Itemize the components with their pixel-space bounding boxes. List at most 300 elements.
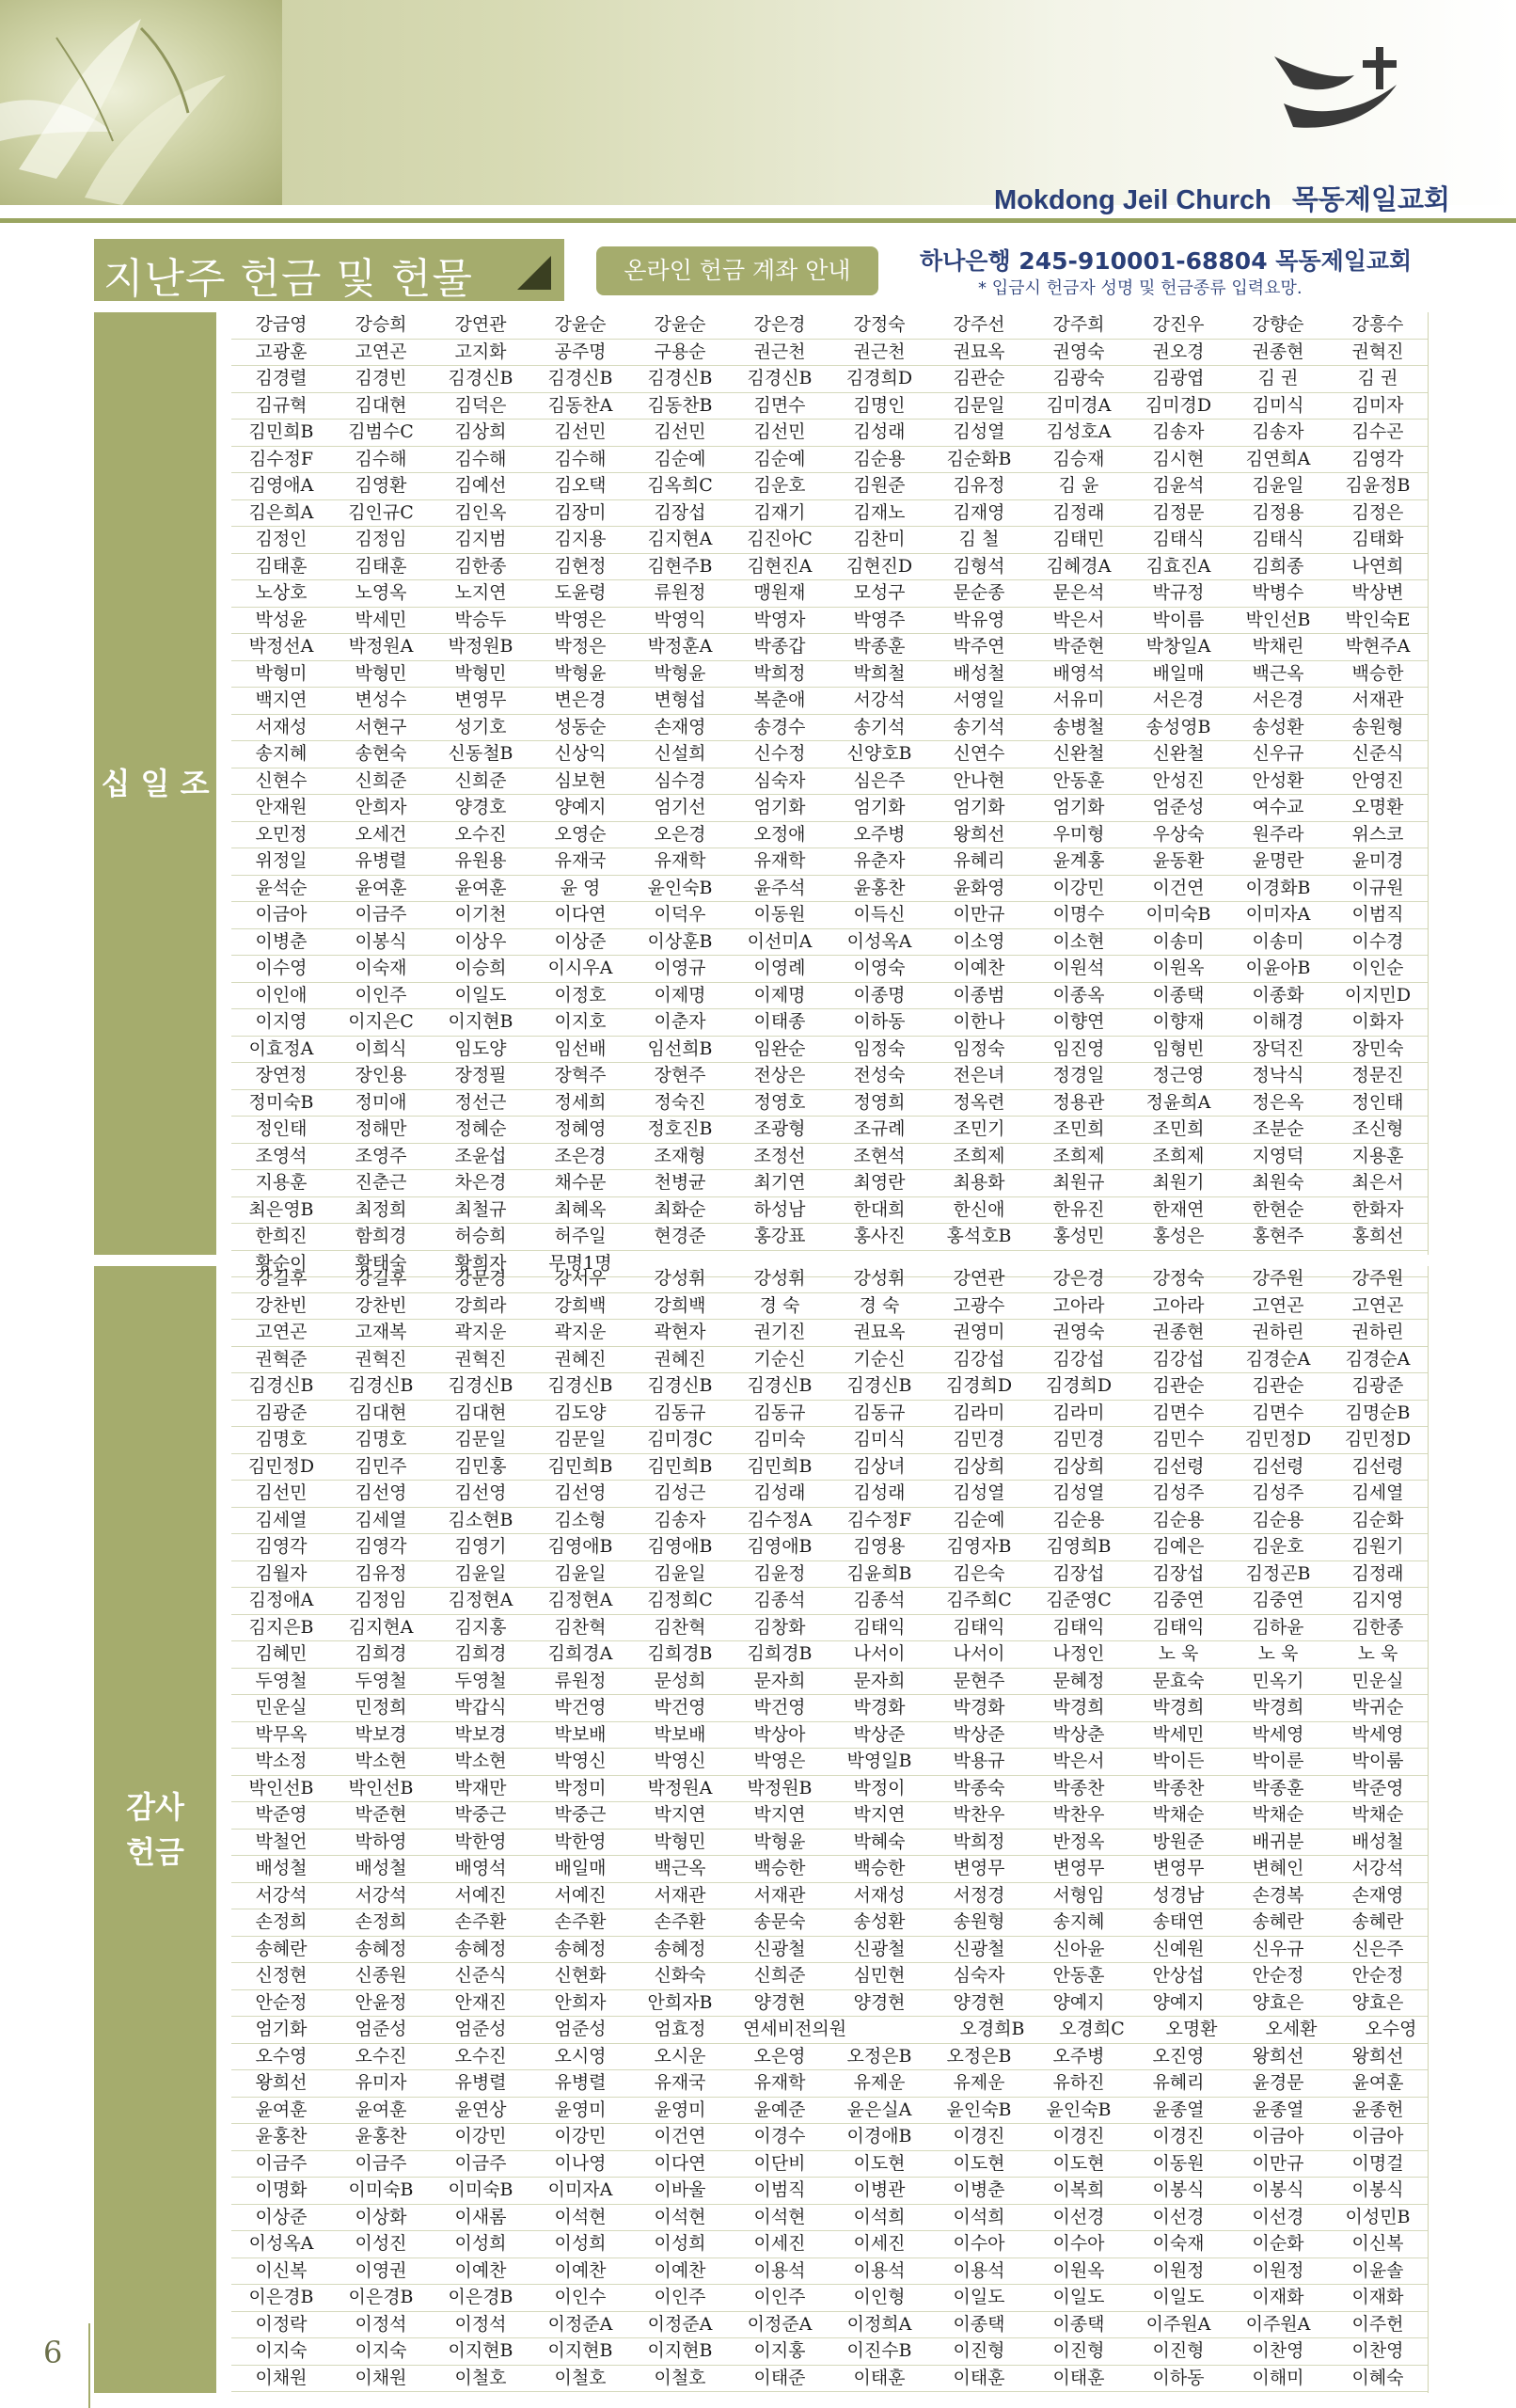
donor-name: 김한종 — [1351, 1616, 1404, 1638]
donor-name: 김순용 — [1052, 1509, 1105, 1530]
donor-name: 조민기 — [953, 1118, 1005, 1139]
donor-name: 박건영 — [654, 1697, 706, 1718]
donor-name: 엄준성 — [554, 2019, 607, 2039]
donor-name: 송문숙 — [753, 1911, 806, 1932]
donor-name: 윤종헌 — [1351, 2099, 1404, 2120]
donor-name: 송혜정 — [554, 1938, 607, 1959]
donor-name: 김순예 — [953, 1509, 1005, 1530]
donor-name: 이하동 — [1152, 2367, 1205, 2388]
donor-name: 박준현 — [355, 1804, 407, 1825]
donor-name: 신수정 — [753, 743, 806, 764]
donor-name: 김효진A — [1145, 555, 1211, 577]
name-row — [231, 2017, 1428, 2044]
donor-name: 박주연 — [953, 636, 1005, 657]
church-name — [994, 179, 1450, 217]
name-row — [231, 1937, 1428, 1964]
donor-name: 김상희 — [953, 1455, 1005, 1477]
donor-name: 김영애A — [248, 475, 314, 496]
donor-name: 양예지 — [1152, 1991, 1205, 2013]
donor-name: 이수영 — [255, 958, 308, 978]
donor-name: 김영용 — [853, 1536, 906, 1557]
donor-name: 김은숙 — [953, 1562, 1005, 1584]
donor-name: 오정은B — [846, 2045, 912, 2067]
donor-name: 심민현 — [853, 1965, 906, 1986]
donor-name: 김성열 — [1052, 1482, 1105, 1503]
donor-name: 박경화 — [953, 1697, 1005, 1718]
name-row — [231, 1454, 1428, 1481]
donor-name: 오수진 — [355, 2045, 407, 2067]
donor-name: 이용석 — [953, 2259, 1005, 2281]
donor-name: 이진형 — [1052, 2340, 1105, 2361]
donor-name: 전성숙 — [853, 1065, 906, 1085]
name-row — [231, 1534, 1428, 1561]
name-row — [231, 473, 1428, 500]
donor-name: 김민정D — [247, 1455, 315, 1477]
donor-name: 이정희A — [846, 2313, 912, 2335]
donor-name: 손정희 — [255, 1911, 308, 1932]
donor-name: 이지호 — [554, 1011, 607, 1032]
donor-name: 이미숙B — [348, 2179, 414, 2200]
donor-name: 김현진D — [845, 555, 913, 577]
donor-name: 김상녀 — [853, 1455, 906, 1477]
donor-name: 윤영미 — [654, 2099, 706, 2120]
donor-name: 이지영 — [255, 1011, 308, 1032]
donor-name: 이금주 — [454, 2152, 507, 2174]
donor-name: 이강민 — [1052, 877, 1105, 898]
name-row — [231, 1224, 1428, 1251]
donor-name: 신정현 — [255, 1965, 308, 1986]
donor-name: 이찬영 — [1351, 2340, 1404, 2361]
donor-name: 강찬빈 — [355, 1294, 407, 1316]
donor-name: 임정숙 — [853, 1038, 906, 1059]
donor-name: 이춘자 — [654, 1011, 706, 1032]
donor-name: 이선경 — [1252, 2206, 1304, 2227]
donor-name: 지용훈 — [1351, 1145, 1404, 1166]
donor-name: 김주희C — [946, 1590, 1012, 1610]
donor-name: 박영일B — [846, 1751, 912, 1771]
donor-name: 송성환 — [853, 1911, 906, 1932]
name-row — [231, 608, 1428, 635]
donor-name: 이영례 — [753, 958, 806, 978]
donor-name: 박인선B — [248, 1777, 314, 1798]
donor-name: 오세환 — [1265, 2019, 1318, 2039]
donor-name: 오영순 — [554, 823, 607, 845]
donor-name: 강서우 — [554, 1268, 607, 1289]
donor-name: 김동규 — [753, 1402, 806, 1423]
donor-name: 김형석 — [953, 555, 1005, 577]
donor-name: 오진영 — [1152, 2045, 1205, 2067]
donor-name: 박준영 — [1351, 1777, 1404, 1798]
name-row — [231, 1427, 1428, 1454]
donor-name: 김수해 — [454, 448, 507, 469]
donor-name: 김윤일 — [1252, 475, 1304, 496]
donor-name: 박정은 — [554, 636, 607, 657]
donor-name: 이재화 — [1252, 2287, 1304, 2307]
lily-illustration — [0, 0, 282, 205]
donor-name: 강향순 — [1252, 314, 1304, 335]
donor-name: 최혜옥 — [554, 1198, 607, 1220]
donor-name: 문현주 — [953, 1670, 1005, 1691]
donor-name: 이명수 — [1052, 904, 1105, 925]
donor-name: 김원기 — [1351, 1536, 1404, 1557]
donor-name: 김명호 — [355, 1429, 407, 1450]
donor-name: 김경신B — [747, 1375, 813, 1396]
donor-name: 최원기 — [1152, 1172, 1205, 1193]
page-number: 6 — [43, 2335, 63, 2370]
donor-name: 신광철 — [753, 1938, 806, 1959]
donor-name: 박성윤 — [255, 609, 308, 630]
donor-name: 정은옥 — [1252, 1091, 1304, 1113]
donor-name: 곽지운 — [454, 1322, 507, 1342]
donor-name: 권혜진 — [554, 1348, 607, 1370]
donor-name: 송지혜 — [255, 743, 308, 764]
donor-name: 권혁진 — [355, 1348, 407, 1370]
donor-name: 이화자 — [1351, 1011, 1404, 1032]
donor-name: 오주병 — [1052, 2045, 1105, 2067]
donor-name: 양예지 — [554, 797, 607, 817]
donor-name: 강정숙 — [853, 314, 906, 335]
donor-name: 임도양 — [454, 1038, 507, 1059]
donor-name: 배일매 — [1152, 662, 1205, 684]
donor-name: 김대현 — [454, 1402, 507, 1423]
donor-name: 박병수 — [1252, 582, 1304, 603]
donor-name: 이향재 — [1152, 1011, 1205, 1032]
donor-name: 김정임 — [355, 529, 407, 549]
donor-name: 이다연 — [554, 904, 607, 925]
donor-name: 윤인숙B — [647, 877, 713, 898]
donor-name: 이정락 — [255, 2313, 308, 2335]
donor-name: 정혜순 — [454, 1118, 507, 1139]
donor-name: 김정문 — [1152, 501, 1205, 523]
donor-name: 김재기 — [753, 501, 806, 523]
donor-name: 이윤아B — [1245, 958, 1311, 978]
donor-name: 백근옥 — [654, 1858, 706, 1878]
donor-name: 유혜리 — [1152, 2072, 1205, 2093]
donor-name: 강희백 — [554, 1294, 607, 1316]
donor-name: 김선민 — [654, 421, 706, 442]
donor-name: 박희철 — [853, 662, 906, 684]
donor-name: 홍희선 — [1351, 1226, 1404, 1246]
donor-name: 송혜란 — [1351, 1911, 1404, 1932]
donor-name: 송성영B — [1145, 716, 1211, 737]
donor-name: 송경수 — [753, 716, 806, 737]
donor-name: 김경신B — [547, 1375, 613, 1396]
donor-name: 고광수 — [953, 1294, 1005, 1316]
donor-name: 송지혜 — [1052, 1911, 1105, 1932]
donor-name: 이원옥 — [1052, 2259, 1105, 2281]
donor-name: 김영각 — [1351, 448, 1404, 469]
donor-name: 오수영 — [255, 2045, 308, 2067]
name-row — [231, 1963, 1428, 1990]
name-row — [231, 2151, 1428, 2178]
name-row — [231, 768, 1428, 796]
donor-name: 김윤일 — [554, 1562, 607, 1584]
donor-name: 심숙자 — [953, 1965, 1005, 1986]
donor-name: 서강석 — [853, 689, 906, 710]
donor-name: 배귀분 — [1252, 1830, 1304, 1852]
donor-name: 이희식 — [355, 1038, 407, 1059]
donor-name: 변성수 — [355, 689, 407, 710]
donor-name: 이은경B — [448, 2287, 513, 2307]
donor-name: 문은석 — [1052, 582, 1105, 603]
donor-name: 박영신 — [654, 1751, 706, 1771]
name-row — [231, 312, 1428, 340]
donor-name: 이석희 — [853, 2206, 906, 2227]
donor-name: 황태숙 — [355, 1252, 407, 1274]
donor-name: 유제운 — [953, 2072, 1005, 2093]
donor-name: 이상준 — [554, 930, 607, 952]
donor-name: 이정준A — [547, 2313, 613, 2335]
donor-name: 조희제 — [953, 1145, 1005, 1166]
donor-name: 조영주 — [355, 1145, 407, 1166]
donor-name: 위정일 — [255, 850, 308, 871]
donor-name: 심은주 — [853, 769, 906, 791]
donor-name: 박창일A — [1145, 636, 1211, 657]
donor-name: 박정원A — [647, 1777, 713, 1798]
donor-name: 정윤희A — [1145, 1091, 1211, 1113]
donor-name: 이주원A — [1145, 2313, 1211, 2335]
donor-name: 김세열 — [355, 1509, 407, 1530]
donor-name: 양효은 — [1351, 1991, 1404, 2013]
header-divider — [0, 218, 1516, 223]
donor-name: 김 권 — [1357, 368, 1398, 388]
donor-name: 강주희 — [1052, 314, 1105, 335]
donor-name: 홍성은 — [1152, 1226, 1205, 1246]
donor-name: 김운호 — [1252, 1536, 1304, 1557]
donor-name: 양경현 — [853, 1991, 906, 2013]
donor-name: 박형윤 — [654, 662, 706, 684]
donor-name: 나정인 — [1052, 1643, 1105, 1664]
donor-name: 고지화 — [454, 341, 507, 362]
tithe-section-label: 십 일 조 — [101, 766, 210, 801]
donor-name: 윤홍찬 — [853, 877, 906, 898]
donor-name: 구용순 — [654, 341, 706, 362]
name-row — [231, 1856, 1428, 1883]
donor-name: 권영미 — [953, 1322, 1005, 1342]
donor-name: 이용석 — [753, 2259, 806, 2281]
donor-name: 이정석 — [454, 2313, 507, 2335]
donor-name: 이인주 — [753, 2287, 806, 2307]
donor-name: 황희자 — [454, 1252, 507, 1274]
name-row — [231, 822, 1428, 849]
donor-name: 서예진 — [454, 1884, 507, 1906]
donor-name: 이종범 — [953, 984, 1005, 1006]
donor-name: 이건연 — [654, 2126, 706, 2147]
donor-name: 양효은 — [1252, 1991, 1304, 2013]
donor-name: 장정필 — [454, 1065, 507, 1085]
donor-name: 김순화B — [946, 448, 1012, 469]
bank-account-info: 하나은행 245-910001-68804 목동제일교회 — [920, 247, 1413, 275]
donor-name: 김범수C — [348, 421, 414, 442]
donor-name: 신아윤 — [1052, 1938, 1105, 1959]
donor-name: 엄준성 — [1152, 797, 1205, 817]
donor-name: 이봉식 — [1351, 2179, 1404, 2200]
donor-name: 심보현 — [554, 769, 607, 791]
donor-name: 안동훈 — [1052, 1965, 1105, 1986]
donor-name: 나서이 — [853, 1643, 906, 1664]
donor-name: 엄기화 — [753, 797, 806, 817]
donor-name: 이지현B — [647, 2340, 713, 2361]
donor-name: 안성진 — [1152, 769, 1205, 791]
donor-name: 윤종열 — [1152, 2099, 1205, 2120]
name-row — [231, 1695, 1428, 1722]
donor-name: 김영각 — [255, 1536, 308, 1557]
donor-name: 김순예 — [654, 448, 706, 469]
donor-name: 이선경 — [1152, 2206, 1205, 2227]
donor-name: 박형윤 — [554, 662, 607, 684]
donor-name: 윤석순 — [255, 877, 308, 898]
donor-name: 김희경 — [355, 1643, 407, 1664]
donor-name: 이일도 — [454, 984, 507, 1006]
donor-name: 김라미 — [953, 1402, 1005, 1423]
donor-name: 안성환 — [1252, 769, 1304, 791]
donor-name: 이병춘 — [255, 930, 308, 952]
donor-name: 김광준 — [1351, 1375, 1404, 1396]
donor-name: 이철호 — [454, 2367, 507, 2388]
donor-name: 김지은B — [248, 1616, 314, 1638]
donor-name: 이지현B — [448, 2340, 513, 2361]
donor-name: 이은경B — [248, 2287, 314, 2307]
donor-name: 정혜영 — [554, 1118, 607, 1139]
name-row — [231, 902, 1428, 929]
donor-name: 유병렬 — [554, 2072, 607, 2093]
donor-name: 유재학 — [654, 850, 706, 871]
donor-name: 유원용 — [454, 850, 507, 871]
donor-name: 박규정 — [1152, 582, 1205, 603]
name-row — [231, 1037, 1428, 1064]
donor-name: 윤여훈 — [355, 2099, 407, 2120]
name-row — [231, 956, 1428, 983]
donor-name: 이미자A — [547, 2179, 613, 2200]
donor-name: 이태훈 — [853, 2367, 906, 2388]
donor-name: 이경진 — [1052, 2126, 1105, 2147]
donor-name: 김시현 — [1152, 448, 1205, 469]
donor-name: 이예찬 — [454, 2259, 507, 2281]
donor-name: 김윤정B — [1345, 475, 1411, 496]
donor-name: 송혜정 — [355, 1938, 407, 1959]
donor-name: 이태훈 — [953, 2367, 1005, 2388]
donor-name: 홍사진 — [853, 1226, 906, 1246]
donor-name: 박하영 — [355, 1830, 407, 1852]
donor-name: 방원준 — [1152, 1830, 1205, 1852]
name-row — [231, 1266, 1428, 1293]
name-row — [231, 876, 1428, 903]
title-corner-icon — [517, 256, 551, 290]
donor-name: 강진우 — [1152, 314, 1205, 335]
donor-name: 김태훈 — [355, 555, 407, 577]
donor-name: 김미식 — [853, 1429, 906, 1450]
donor-name: 안영진 — [1351, 769, 1404, 791]
donor-name: 무명1명 — [548, 1252, 612, 1274]
donor-name: 전은녀 — [953, 1065, 1005, 1085]
donor-name: 김관순 — [1152, 1375, 1205, 1396]
donor-name: 이복희 — [1052, 2179, 1105, 2200]
donor-name: 권묘옥 — [853, 1322, 906, 1342]
donor-name: 박경화 — [853, 1697, 906, 1718]
donor-name: 유병렬 — [355, 850, 407, 871]
donor-name: 모성구 — [853, 582, 906, 603]
donor-name: 곽현자 — [654, 1322, 706, 1342]
donor-name: 김영애B — [647, 1536, 713, 1557]
donor-name: 박채순 — [1351, 1804, 1404, 1825]
donor-name: 김순화 — [1351, 1509, 1404, 1530]
donor-name: 김선영 — [355, 1482, 407, 1503]
donor-name: 김라미 — [1052, 1402, 1105, 1423]
donor-name: 이선미A — [747, 930, 813, 952]
donor-name: 이진형 — [1152, 2340, 1205, 2361]
donor-name: 윤예준 — [753, 2099, 806, 2120]
donor-name: 이성희 — [654, 2233, 706, 2254]
donor-name: 고광훈 — [255, 341, 308, 362]
donor-name: 이은경B — [348, 2287, 414, 2307]
donor-name: 이미숙B — [1145, 904, 1211, 925]
donor-name: 조광형 — [753, 1118, 806, 1139]
donor-name: 권혁준 — [255, 1348, 308, 1370]
donor-name: 이상훈B — [647, 930, 713, 952]
name-row — [231, 688, 1428, 715]
donor-name: 김영기 — [454, 1536, 507, 1557]
donor-name: 박세영 — [1252, 1723, 1304, 1745]
donor-name: 박인선B — [348, 1777, 414, 1798]
donor-name: 김영자B — [946, 1536, 1012, 1557]
donor-name: 김성래 — [853, 1482, 906, 1503]
donor-name: 서정경 — [953, 1884, 1005, 1906]
donor-name: 장인용 — [355, 1065, 407, 1085]
donor-name: 송성환 — [1252, 716, 1304, 737]
donor-name: 윤경문 — [1252, 2072, 1304, 2093]
donor-name: 김지홍 — [454, 1616, 507, 1638]
donor-name: 엄기화 — [953, 797, 1005, 817]
donor-name: 배성철 — [255, 1858, 308, 1878]
donor-name: 배성철 — [1351, 1830, 1404, 1852]
donor-name: 김수곤 — [1351, 421, 1404, 442]
donor-name: 강성휘 — [853, 1268, 906, 1289]
donor-name: 박소현 — [454, 1751, 507, 1771]
name-row — [231, 1401, 1428, 1428]
donor-name: 김경희D — [945, 1375, 1013, 1396]
donor-name: 김성열 — [953, 421, 1005, 442]
name-row — [231, 1776, 1428, 1803]
donor-name: 김경렬 — [255, 368, 308, 388]
donor-name: 서영일 — [953, 689, 1005, 710]
donor-name: 박종훈 — [1252, 1777, 1304, 1798]
donor-name: 김희경 — [454, 1643, 507, 1664]
donor-name: 김강섭 — [1152, 1348, 1205, 1370]
donor-name: 왕희선 — [1351, 2045, 1404, 2067]
donor-name: 민운실 — [255, 1697, 308, 1718]
donor-name: 민정희 — [355, 1697, 407, 1718]
name-row — [231, 1170, 1428, 1197]
donor-name: 이상화 — [355, 2206, 407, 2227]
donor-name: 김지영 — [1351, 1590, 1404, 1610]
donor-name: 이정호 — [554, 984, 607, 1006]
donor-name: 차은경 — [454, 1172, 507, 1193]
donor-name: 장현주 — [654, 1065, 706, 1085]
donor-name: 손주환 — [654, 1911, 706, 1932]
donor-name: 김혜민 — [255, 1643, 308, 1664]
lily-flower-image — [0, 0, 282, 205]
donor-name: 이종화 — [1252, 984, 1304, 1006]
donor-name: 강윤순 — [554, 314, 607, 335]
donor-name: 변영무 — [454, 689, 507, 710]
donor-name: 박승두 — [454, 609, 507, 630]
donor-name: 김문일 — [953, 394, 1005, 416]
name-row — [231, 661, 1428, 689]
donor-name: 이소영 — [953, 930, 1005, 952]
donor-name: 김희경B — [647, 1643, 713, 1664]
donor-name: 박갑식 — [454, 1697, 507, 1718]
donor-name: 나연희 — [1351, 555, 1404, 577]
